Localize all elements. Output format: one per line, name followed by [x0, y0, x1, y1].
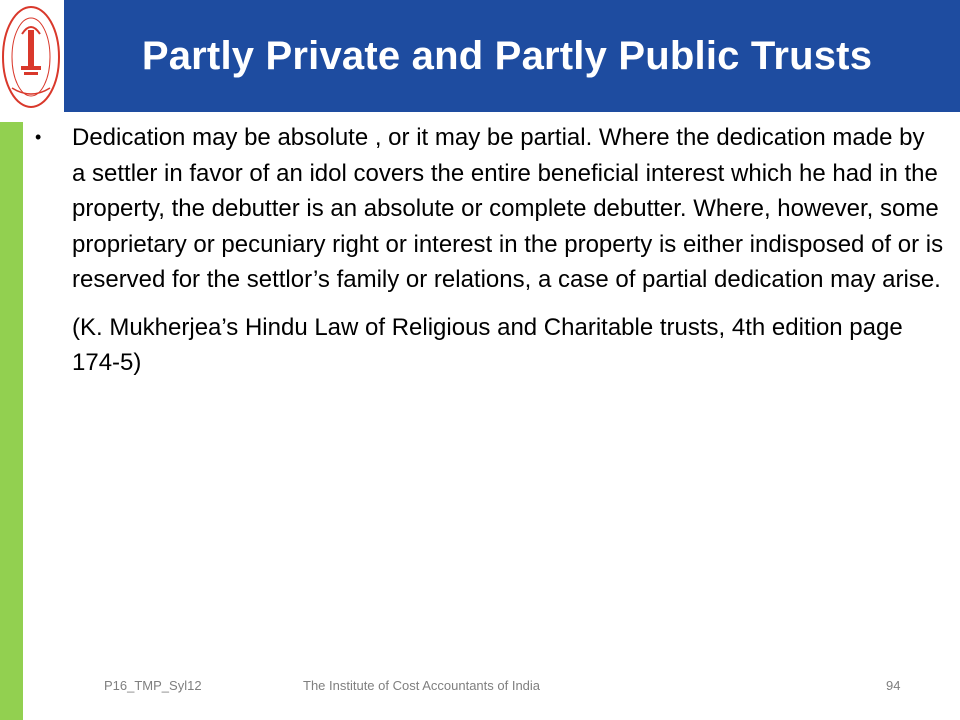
- footer-institute-name: The Institute of Cost Accountants of India: [303, 678, 541, 693]
- side-accent-stripe: [0, 122, 23, 720]
- institute-seal-icon: [0, 4, 62, 110]
- footer-course-code: P16_TMP_Syl12: [104, 678, 202, 693]
- slide-title: Partly Private and Partly Public Trusts: [141, 33, 873, 78]
- title-bar: [64, 0, 960, 112]
- footer-page-number: 94: [886, 678, 901, 693]
- slide-content: [32, 120, 944, 381]
- bullet-text: Dedication may be absolute , or it may be partial. Where the dedication made by a settler in favor of an idol covers the entire beneficial interest which he had in the property, the debutter is an absolute or complete debutter. Where, however, some proprietary or pecuniary right or interest in the property is either indisposed of or is reserved for the settlor’s family or relations, a case of partial dedication may arise.: [72, 124, 944, 293]
- bullet-item: [32, 120, 944, 298]
- citation-text: (K. Mukherjea’s Hindu Law of Religious and Charitable trusts, 4th edition page 174-5): [72, 313, 903, 376]
- bullet-icon: •: [35, 127, 42, 147]
- institute-logo: [0, 0, 64, 112]
